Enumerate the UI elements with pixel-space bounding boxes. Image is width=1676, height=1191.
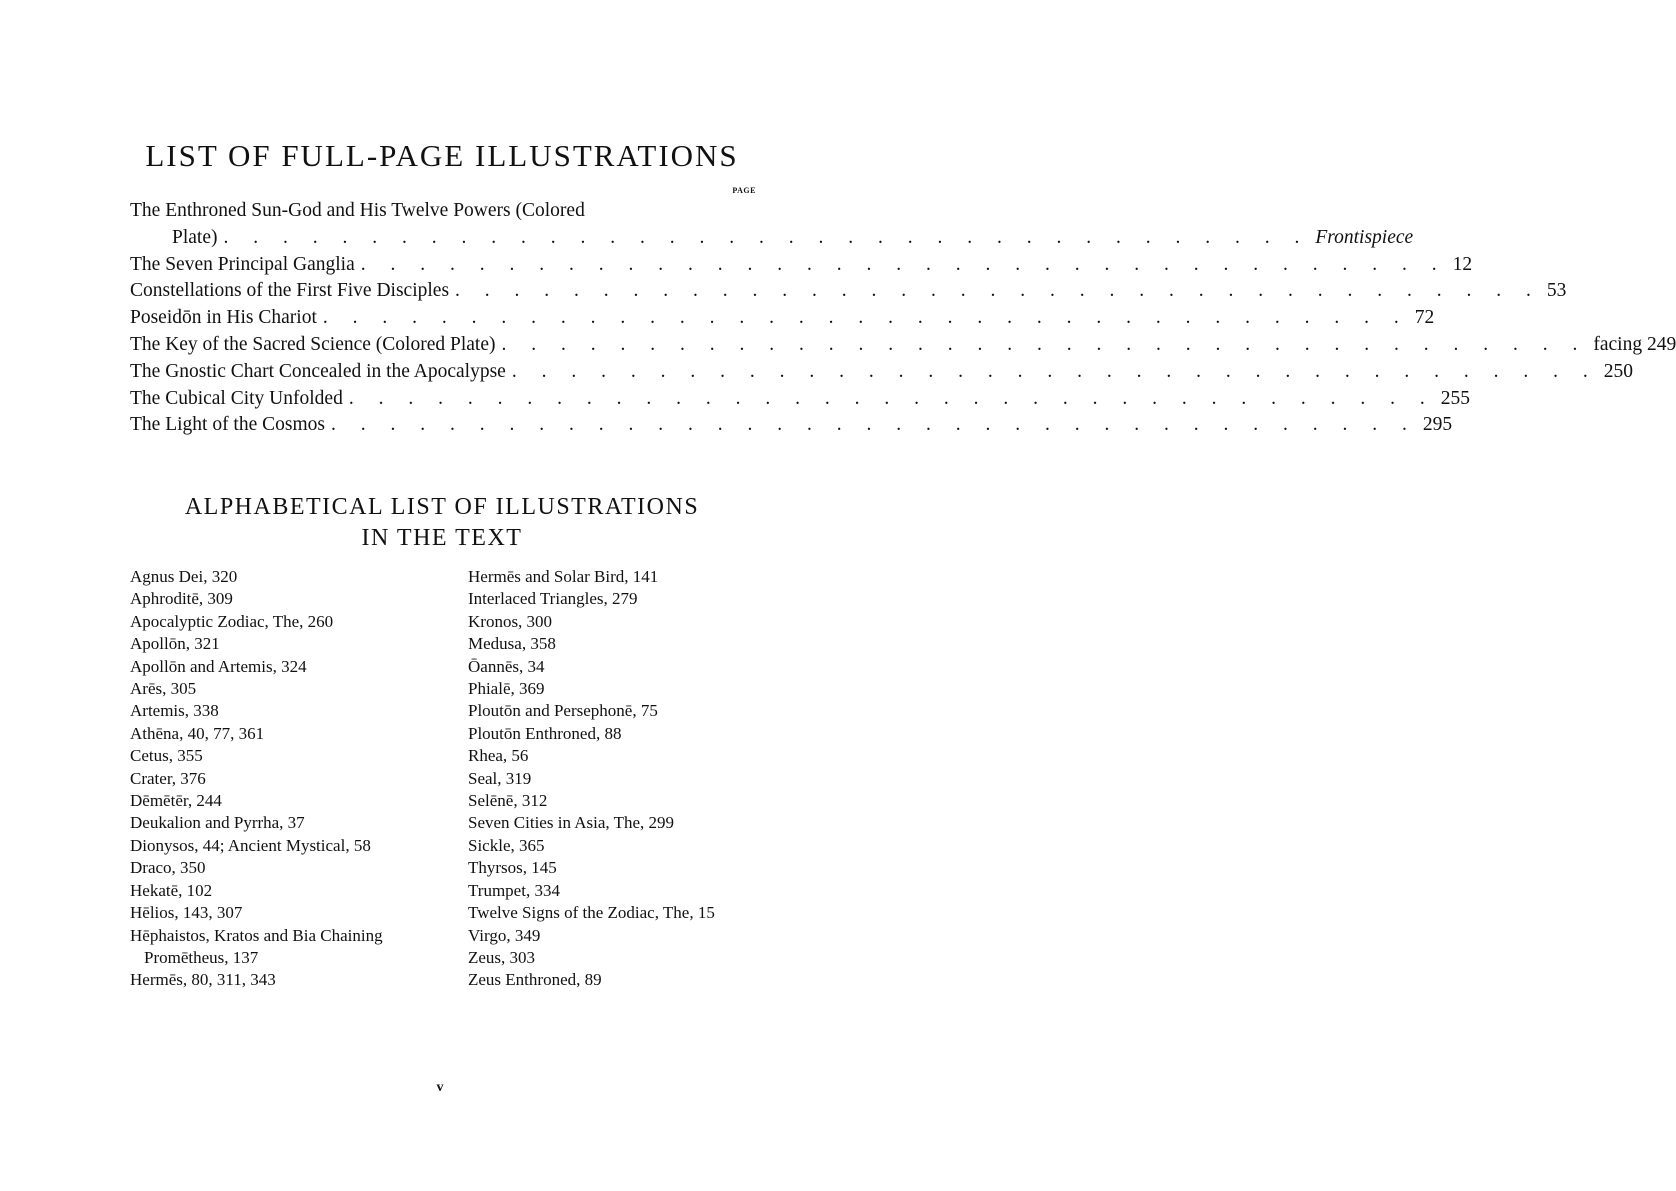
- list-item: Apocalyptic Zodiac, The, 260: [130, 611, 334, 631]
- list-item: Virgo, 349: [468, 925, 541, 945]
- list-item: Hermēs and Solar Bird, 141: [468, 567, 659, 586]
- list-item: Deukalion and Pyrrha, 37: [130, 813, 305, 833]
- list-item: [130, 278, 1567, 305]
- list-item: Agnus Dei, 320: [130, 567, 238, 586]
- list-item: Arēs, 305: [130, 679, 197, 699]
- list-item: Rhea, 56: [468, 746, 529, 766]
- entry-title: Poseidōn in His Chariot: [130, 307, 317, 329]
- entry-page: 255: [1440, 387, 1470, 409]
- list-item: Zeus Enthroned, 89: [468, 970, 602, 990]
- entry-page: Frontispiece: [1315, 226, 1414, 248]
- entry-title: The Gnostic Chart Concealed in the Apocalypse: [130, 360, 506, 382]
- list-item: Crater, 376: [130, 768, 206, 788]
- list-item: [130, 412, 1453, 439]
- dot-leader: . . . . . . . . . . . . . . . . . . . . . . . . . . . . . . . . . . . . .: [360, 253, 1447, 275]
- list-item: Hēphaistos, Kratos and Bia Chaining Promētheus, 137: [130, 925, 383, 967]
- list-item: [130, 359, 1633, 386]
- entry-title: Constellations of the First Five Disciples: [130, 280, 450, 302]
- dot-leader: . . . . . . . . . . . . . . . . . . . . . . . . . . . . . . . . . . . . .: [511, 360, 1598, 382]
- alphabetical-list-heading: [0, 492, 884, 554]
- alphabetical-list-left-column: [130, 566, 450, 992]
- list-item: Hermēs, 80, 311, 343: [130, 970, 276, 990]
- list-item: Hekatē, 102: [130, 880, 213, 900]
- entry-page: 53: [1546, 280, 1567, 302]
- list-item: Cetus, 355: [130, 746, 203, 766]
- list-item: Kronos, 300: [468, 611, 553, 631]
- list-item: [130, 332, 1676, 359]
- dot-leader: . . . . . . . . . . . . . . . . . . . . . . . . . . . . . . . . . . . . .: [348, 387, 1435, 409]
- entry-title: The Cubical City Unfolded: [130, 387, 343, 409]
- list-item: Ploutōn Enthroned, 88: [468, 723, 622, 743]
- full-page-illustrations-heading: LIST OF FULL-PAGE ILLUSTRATIONS: [145, 138, 739, 173]
- page-column-label: PAGE: [732, 186, 756, 195]
- list-item: Artemis, 338: [130, 701, 219, 721]
- list-item: Phialē, 369: [468, 679, 545, 699]
- dot-leader: . . . . . . . . . . . . . . . . . . . . . . . . . . . . . . . . . . . . .: [322, 307, 1409, 329]
- list-item: Draco, 350: [130, 858, 206, 878]
- alphabetical-heading-line2: IN THE TEXT: [361, 525, 523, 551]
- list-item: Twelve Signs of the Zodiac, The, 15: [468, 903, 715, 923]
- list-item: [130, 305, 1435, 332]
- entry-page: 295: [1422, 414, 1453, 436]
- entry-page: 72: [1414, 307, 1435, 329]
- entry-title: The Enthroned Sun-God and His Twelve Powers (Colored: [130, 200, 585, 221]
- entry-title: The Light of the Cosmos: [130, 414, 325, 436]
- list-item: Seven Cities in Asia, The, 299: [468, 813, 675, 833]
- alphabetical-list-right-column: [468, 566, 768, 992]
- dot-leader: . . . . . . . . . . . . . . . . . . . . . . . . . . . . . . . . . . . . .: [501, 333, 1588, 355]
- list-item: Dēmētēr, 244: [130, 791, 222, 811]
- alphabetical-heading-line1: ALPHABETICAL LIST OF ILLUSTRATIONS: [184, 494, 700, 520]
- entry-title-continued: Plate): [172, 226, 218, 248]
- list-item: [130, 252, 1473, 279]
- list-item: Thyrsos, 145: [468, 858, 557, 878]
- full-page-illustrations-list: [130, 198, 1676, 439]
- entry-page: facing 249: [1593, 333, 1676, 355]
- page-number: v: [436, 1080, 444, 1095]
- list-item: Seal, 319: [468, 768, 532, 788]
- list-item: Dionysos, 44; Ancient Mystical, 58: [130, 835, 371, 855]
- list-item: Apollōn, 321: [130, 634, 220, 654]
- list-item: Medusa, 358: [468, 634, 556, 654]
- entry-title: The Seven Principal Ganglia: [130, 253, 355, 275]
- entry-page: 250: [1603, 360, 1633, 382]
- entry-page: 12: [1452, 253, 1473, 275]
- list-item: Interlaced Triangles, 279: [468, 589, 638, 609]
- list-item: Zeus, 303: [468, 947, 536, 967]
- list-item: Trumpet, 334: [468, 880, 560, 900]
- entry-title: The Key of the Sacred Science (Colored Plate): [130, 333, 496, 355]
- list-item: [130, 386, 1470, 413]
- dot-leader: . . . . . . . . . . . . . . . . . . . . . . . . . . . . . . . . . . . . .: [455, 280, 1541, 302]
- list-item: [130, 198, 1414, 252]
- list-item: Aphroditē, 309: [130, 589, 233, 609]
- list-item: Selēnē, 312: [468, 791, 548, 811]
- list-item: Ōannēs, 34: [468, 656, 545, 676]
- list-item: Sickle, 365: [468, 835, 545, 855]
- list-item: Apollōn and Artemis, 324: [130, 656, 307, 676]
- list-item: Athēna, 40, 77, 361: [130, 723, 265, 743]
- list-item: Hēlios, 143, 307: [130, 903, 243, 923]
- list-item: Ploutōn and Persephonē, 75: [468, 701, 658, 721]
- dot-leader: . . . . . . . . . . . . . . . . . . . . . . . . . . . . . . . . . . . . .: [223, 226, 1310, 248]
- dot-leader: . . . . . . . . . . . . . . . . . . . . . . . . . . . . . . . . . . . . .: [330, 414, 1417, 436]
